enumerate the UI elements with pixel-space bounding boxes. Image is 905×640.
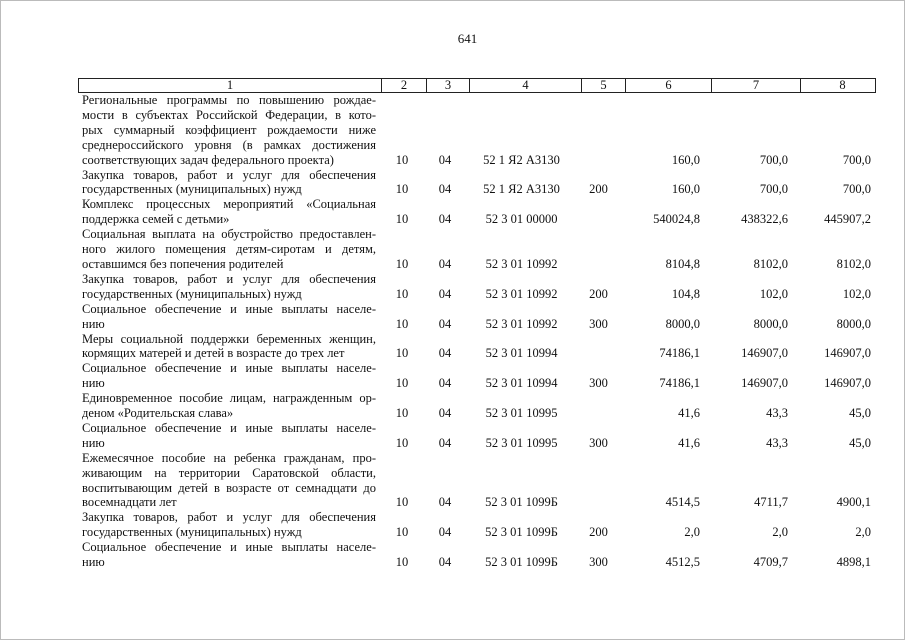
amount-year1-cell: 74186,1 [659,376,700,391]
section-cell: 10 [395,256,409,271]
amount-year2-cell: 4709,7 [753,555,788,570]
amount-year1-cell: 41,6 [678,406,700,421]
description-line: Закупка товаров, работ и услуг для обеспечения [82,271,376,286]
subsection-cell: 04 [438,346,452,361]
header-col-5: 5 [581,79,625,92]
expense-type-cell: 200 [589,182,608,197]
amount-year3-cell: 4898,1 [836,555,871,570]
subsection-cell: 04 [438,495,452,510]
description-line: восемнадцати лет [82,495,177,510]
subsection-cell: 04 [438,435,452,450]
amount-year1-cell: 160,0 [671,152,700,167]
amount-year2-cell: 700,0 [759,182,788,197]
amount-year2-cell: 438322,6 [741,212,788,227]
amount-year2-cell: 146907,0 [741,346,788,361]
amount-year1-cell: 74186,1 [659,346,700,361]
description-line: кормящих матерей и детей в возрасте до трех лет [82,346,345,361]
description-line: ного жилого помещения детям-сиротам и детям, [82,242,376,257]
amount-year1-cell: 2,0 [684,525,700,540]
description-line: мости в субъектах Российской Федерации, в кото- [82,107,376,122]
expense-type-cell: 300 [589,316,608,331]
subsection-cell: 04 [438,376,452,391]
amount-year2-cell: 43,3 [766,435,788,450]
table-row [78,168,876,198]
section-cell: 10 [395,152,409,167]
amount-year2-cell: 43,3 [766,406,788,421]
description-line: нию [82,555,105,570]
subsection-cell: 04 [438,525,452,540]
description-cell [78,302,380,332]
table-row [78,93,876,168]
expense-type-cell: 300 [589,555,608,570]
target-article-cell: 52 3 01 10995 [485,406,558,421]
section-cell: 10 [395,182,409,197]
target-article-cell: 52 3 01 10994 [485,376,558,391]
description-line: рых суммарный коэффициент рождаемости ниже [82,122,376,137]
table-row [78,451,876,511]
table-row [78,421,876,451]
amount-year1-cell: 8104,8 [665,256,700,271]
section-cell: 10 [395,555,409,570]
table-row [78,227,876,272]
amount-year2-cell: 8102,0 [753,256,788,271]
budget-table [78,78,876,570]
description-line: Меры социальной поддержки беременных женщин, [82,331,376,346]
description-line: Социальное обеспечение и иные выплаты населе- [82,361,376,376]
description-cell [78,168,380,198]
header-col-2: 2 [381,79,426,92]
subsection-cell: 04 [438,182,452,197]
description-line: государственных (муниципальных) нужд [82,286,302,301]
amount-year3-cell: 45,0 [849,435,871,450]
description-line: нию [82,316,105,331]
page-number: 641 [457,31,478,46]
table-row [78,272,876,302]
description-line: государственных (муниципальных) нужд [82,525,302,540]
target-article-cell: 52 3 01 10994 [485,346,558,361]
amount-year2-cell: 4711,7 [754,495,788,510]
description-line: Социальное обеспечение и иные выплаты населе- [82,301,376,316]
amount-year2-cell: 700,0 [759,152,788,167]
description-line: Социальное обеспечение и иные выплаты населе- [82,420,376,435]
subsection-cell: 04 [438,406,452,421]
description-cell [78,540,380,570]
amount-year2-cell: 8000,0 [753,316,788,331]
description-cell [78,451,380,511]
expense-type-cell: 200 [589,286,608,301]
amount-year2-cell: 2,0 [772,525,788,540]
description-cell [78,391,380,421]
description-line: Единовременное пособие лицам, награжденным ор- [82,391,376,406]
target-article-cell: 52 3 01 1099Б [485,525,558,540]
amount-year3-cell: 445907,2 [824,212,871,227]
amount-year3-cell: 146907,0 [824,376,871,391]
amount-year1-cell: 8000,0 [665,316,700,331]
header-col-4: 4 [469,79,581,92]
description-cell [78,361,380,391]
description-line: деном «Родительская слава» [82,406,234,421]
description-line: оставшимся без попечения родителей [82,256,284,271]
description-line: Социальная выплата на обустройство предоставлен- [82,227,376,242]
subsection-cell: 04 [438,256,452,271]
expense-type-cell: 200 [589,525,608,540]
description-line: Закупка товаров, работ и услуг для обеспечения [82,167,376,182]
table-row [78,302,876,332]
description-line: Региональные программы по повышению рождае- [82,93,376,107]
amount-year1-cell: 41,6 [678,435,700,450]
description-line: воспитывающим детей в возрасте от семнадцати до [82,480,376,495]
table-row [78,361,876,391]
subsection-cell: 04 [438,555,452,570]
section-cell: 10 [395,525,409,540]
header-col-6: 6 [625,79,711,92]
target-article-cell: 52 1 Я2 А3130 [483,182,560,197]
target-article-cell: 52 3 01 1099Б [485,495,558,510]
amount-year1-cell: 104,8 [671,286,700,301]
target-article-cell: 52 3 01 10992 [485,256,558,271]
description-line: нию [82,435,105,450]
expense-type-cell: 300 [589,376,608,391]
subsection-cell: 04 [438,152,452,167]
amount-year3-cell: 700,0 [842,182,871,197]
section-cell: 10 [395,495,409,510]
description-line: Комплекс процессных мероприятий «Социальная [82,197,376,212]
target-article-cell: 52 3 01 00000 [485,212,558,227]
description-line: нию [82,376,105,391]
section-cell: 10 [395,212,409,227]
table-row [78,197,876,227]
amount-year2-cell: 102,0 [759,286,788,301]
amount-year3-cell: 146907,0 [824,346,871,361]
target-article-cell: 52 3 01 1099Б [485,555,558,570]
table-row [78,332,876,362]
description-line: поддержка семей с детьми» [82,212,230,227]
amount-year2-cell: 146907,0 [741,376,788,391]
header-col-7: 7 [711,79,800,92]
amount-year1-cell: 160,0 [671,182,700,197]
amount-year3-cell: 8000,0 [836,316,871,331]
table-row [78,540,876,570]
table-row [78,510,876,540]
table-body [78,93,876,570]
target-article-cell: 52 3 01 10995 [485,435,558,450]
description-cell [78,227,380,272]
section-cell: 10 [395,376,409,391]
description-cell [78,421,380,451]
description-line: среднероссийского уровня (в рамках достижения [82,137,376,152]
amount-year1-cell: 4514,5 [665,495,700,510]
amount-year3-cell: 700,0 [842,152,871,167]
table-row [78,391,876,421]
amount-year3-cell: 2,0 [855,525,871,540]
subsection-cell: 04 [438,286,452,301]
description-cell [78,332,380,362]
description-line: Закупка товаров, работ и услуг для обеспечения [82,510,376,525]
amount-year3-cell: 45,0 [849,406,871,421]
amount-year3-cell: 4900,1 [836,495,871,510]
description-line: живающим на территории Саратовской области, [82,465,376,480]
table-header-row [78,78,876,93]
expense-type-cell: 300 [589,435,608,450]
description-line: соответствующих задач федерального проекта) [82,152,334,167]
amount-year3-cell: 8102,0 [836,256,871,271]
description-cell [78,272,380,302]
header-col-3: 3 [426,79,469,92]
section-cell: 10 [395,406,409,421]
subsection-cell: 04 [438,212,452,227]
description-line: Ежемесячное пособие на ребенка гражданам, про- [82,450,376,465]
description-cell [78,197,380,227]
section-cell: 10 [395,286,409,301]
description-cell [78,93,380,168]
amount-year3-cell: 102,0 [842,286,871,301]
section-cell: 10 [395,346,409,361]
description-line: государственных (муниципальных) нужд [82,182,302,197]
subsection-cell: 04 [438,316,452,331]
description-line: Социальное обеспечение и иные выплаты населе- [82,540,376,555]
header-col-1: 1 [226,78,234,92]
amount-year1-cell: 540024,8 [653,212,700,227]
amount-year1-cell: 4512,5 [665,555,700,570]
target-article-cell: 52 3 01 10992 [485,286,558,301]
section-cell: 10 [395,435,409,450]
description-cell [78,510,380,540]
section-cell: 10 [395,316,409,331]
header-col-8: 8 [800,79,884,92]
target-article-cell: 52 3 01 10992 [485,316,558,331]
target-article-cell: 52 1 Я2 А3130 [483,152,560,167]
